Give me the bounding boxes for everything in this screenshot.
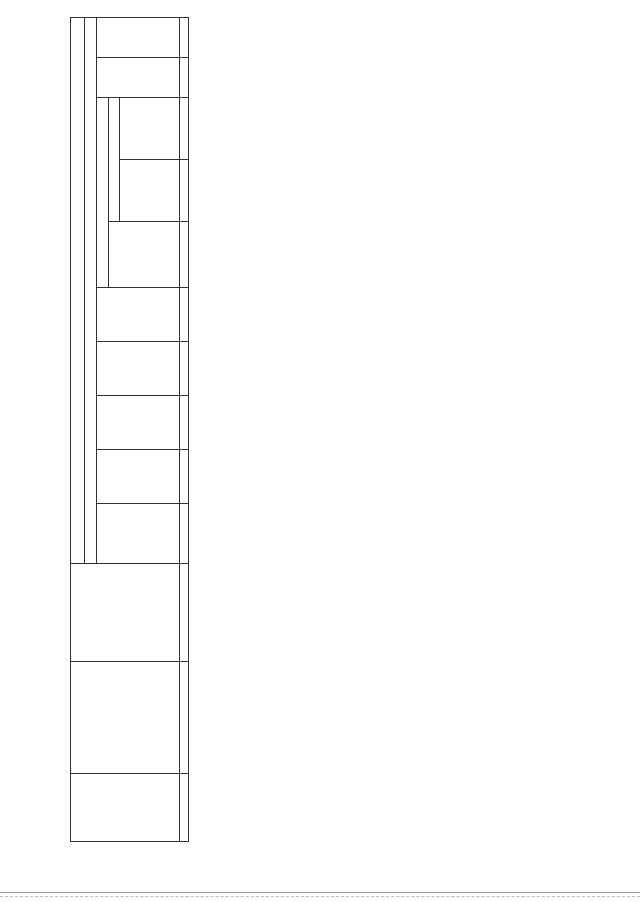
bottom-rule (0, 892, 640, 894)
rotated-budget-table (70, 18, 580, 842)
head-2017 (97, 288, 180, 342)
col-number (180, 58, 189, 98)
head-program-name (71, 662, 180, 774)
head-2016 (97, 342, 180, 396)
head-2014 (97, 450, 180, 504)
head-by-years (85, 18, 97, 564)
col-number (180, 396, 189, 450)
budget-table (70, 17, 189, 842)
col-number (180, 662, 189, 774)
head-status (71, 774, 180, 842)
head-2018-total (109, 222, 180, 288)
col-number (180, 98, 189, 160)
head-2015 (97, 396, 180, 450)
head-expenses-group (71, 18, 85, 564)
col-number (180, 450, 189, 504)
col-number (180, 288, 189, 342)
col-number (180, 160, 189, 222)
head-2019 (97, 58, 180, 98)
col-number (180, 774, 189, 842)
head-regional (119, 98, 179, 160)
head-sources-cell (109, 98, 180, 222)
column-numbers-row (180, 18, 189, 842)
head-2018 (97, 98, 109, 288)
head-federal (119, 160, 179, 222)
head-by-sources (109, 98, 119, 221)
bottom-rule-dashed (0, 896, 640, 898)
head-2020 (97, 18, 180, 58)
col-number (180, 342, 189, 396)
head-sources-table (109, 98, 179, 221)
col-number (180, 564, 189, 662)
col-number (180, 18, 189, 58)
head-executor (71, 564, 180, 662)
col-number (180, 222, 189, 288)
head-total (97, 504, 180, 564)
col-number (180, 504, 189, 564)
